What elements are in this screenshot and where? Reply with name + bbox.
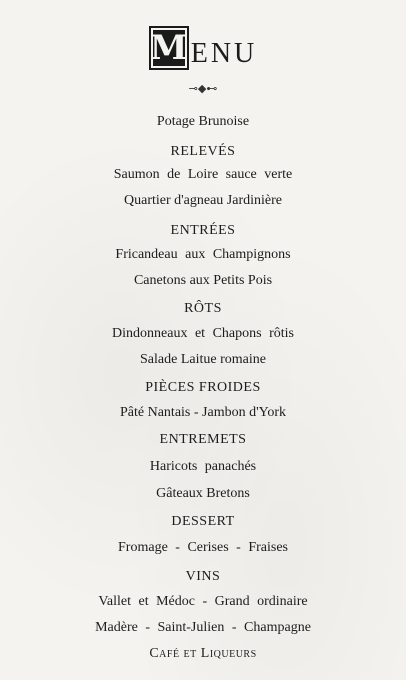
menu-item-fricandeau: Fricandeau aux Champignons	[115, 247, 291, 262]
menu-item-agneau: Quartier d'agneau Jardinière	[124, 193, 282, 208]
menu-item-vallet: Vallet et Médoc - Grand ordinaire	[98, 594, 308, 609]
menu-item-cafe: Café et Liqueurs	[149, 646, 257, 661]
section-heading-entrees: ENTRÉES	[170, 223, 236, 238]
menu-item-madere: Madère - Saint-Julien - Champagne	[95, 620, 311, 635]
menu-item-salade: Salade Laitue romaine	[140, 352, 266, 367]
menu-item-dindonneaux: Dindonneaux et Chapons rôtis	[112, 326, 294, 341]
menu-item-potage: Potage Brunoise	[156, 114, 250, 129]
decorative-initial: M	[149, 28, 188, 68]
menu-title	[0, 26, 406, 70]
menu-item-gateaux: Gâteaux Bretons	[156, 486, 250, 501]
section-heading-pieces-froides: PIÈCES FROIDES	[145, 380, 261, 395]
ornament-divider: ⊸◆⊷	[188, 82, 218, 95]
menu-item-fromage: Fromage - Cerises - Fraises	[118, 540, 288, 555]
section-heading-entremets: ENTREMETS	[159, 432, 247, 447]
section-heading-vins: VINS	[185, 569, 221, 584]
section-heading-dessert: DESSERT	[171, 514, 235, 529]
title-rest: ENU	[190, 38, 258, 69]
menu-item-pate: Pâté Nantais - Jambon d'York	[120, 405, 286, 420]
section-heading-rots: RÔTS	[184, 301, 222, 316]
menu-item-haricots: Haricots panachés	[149, 459, 257, 474]
menu-item-saumon: Saumon de Loire sauce verte	[113, 167, 293, 182]
menu-item-canetons: Canetons aux Petits Pois	[133, 273, 273, 288]
section-heading-releves: RELEVÉS	[170, 144, 236, 159]
